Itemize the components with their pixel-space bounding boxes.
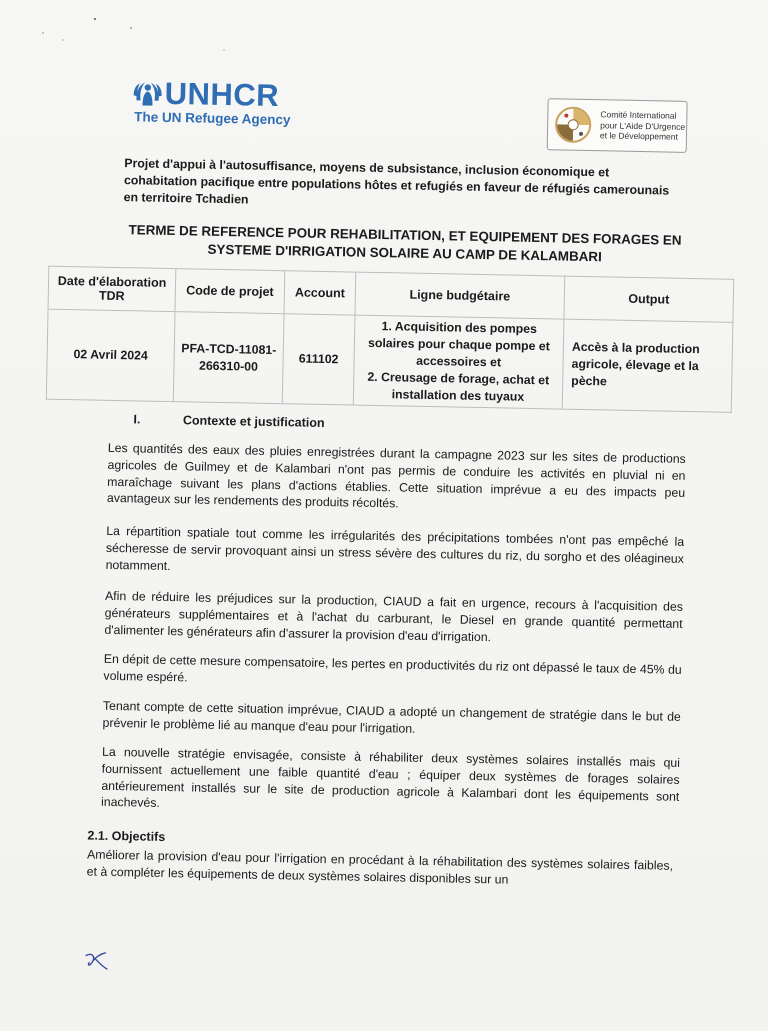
- paragraph: En dépit de cette mesure compensatoire, les pertes en productivités du riz ont dépassé le taux de 45% du volume espéré.: [103, 651, 682, 685]
- cell-ligne-item1: 1. Acquisition des pompes solaires pour chaque pompe et accessoires et: [367, 319, 550, 370]
- tdr-summary-table: [46, 266, 734, 413]
- section-number: I.: [133, 412, 141, 427]
- handwritten-initials-icon: [83, 949, 109, 971]
- header-date: Date d'élaboration TDR: [48, 266, 176, 311]
- ciaud-name-line2: pour L'Aide D'Urgence: [600, 119, 686, 132]
- ciaud-name-line1: Comité International: [600, 109, 677, 121]
- objectives-paragraph: Améliorer la provision d'eau pour l'irrigation en procédant à la réhabilitation des systèmes solaires faibles, et à compléter les équipements de deux systèmes solaires disponibles sur un: [86, 847, 674, 887]
- ciaud-name-line3: et le Développement: [599, 130, 679, 142]
- cell-ligne-item2: 2. Creusage de forage, achat et installation des tuyaux: [367, 369, 550, 404]
- cell-code: PFA-TCD-11081-266310-00: [173, 312, 284, 404]
- cell-date: 02 Avril 2024: [46, 309, 175, 401]
- document-title: [115, 221, 696, 268]
- cell-account: 611102: [282, 314, 355, 405]
- document-title-line1: TERME DE REFERENCE POUR REHABILITATION, ET EQUIPEMENT DES FORAGES EN: [128, 222, 682, 248]
- unhcr-emblem-icon: [132, 78, 163, 109]
- unhcr-logo: [132, 77, 291, 127]
- paragraph: Afin de réduire les préjudices sur la production, CIAUD a fait en urgence, recours à l'acquisition des générateurs supplémentaires et à l'achat du carburant, le Diesel en grande quantité permettant d'alimenter les générateurs afin d'assurer la provision d'eau d'irrigation.: [104, 588, 684, 644]
- paragraph: La nouvelle stratégie envisagée, consiste à réhabiliter deux systèmes solaires installés mais qui fournissent actuellement une faible quantité d'eau ; équiper deux systèmes de forages solaires antérieurement installés sur le site de production agricole à Kalambari dont les équipements sont inachevés.: [100, 744, 681, 811]
- section-heading: [133, 412, 324, 430]
- cell-ligne: [353, 315, 564, 409]
- paragraph: Tenant compte de cette situation imprévue, CIAUD a adopté un changement de stratégie dans le but de prévenir le problème lié au manque d'eau pour l'irrigation.: [102, 698, 681, 736]
- table-row: [46, 309, 733, 412]
- section-title: Contexte et justification: [182, 413, 325, 430]
- unhcr-wordmark: UNHCR: [164, 75, 280, 114]
- document-title-line2: SYSTEME D'IRRIGATION SOLAIRE AU CAMP DE KALAMBARI: [207, 241, 602, 265]
- header-ligne: Ligne budgétaire: [355, 272, 565, 319]
- paragraph: La répartition spatiale tout comme les irrégularités des précipitations tombées n'ont pas empêché la sécheresse de servir provoquant ainsi un stress sévère des cultures du riz, du sorgho et des oléagineux notamment.: [105, 523, 685, 573]
- header-output: Output: [564, 276, 734, 322]
- unhcr-tagline: The UN Refugee Agency: [134, 109, 291, 128]
- header-code: Code de projet: [175, 269, 285, 314]
- paragraph: Les quantités des eaux des pluies enregistrées durant la campagne 2023 sur les sites de productions agricoles de Guilmey et de Kalambari n'ont pas permis de conduire les activités en pluvial ni en maraîchage suivant les plans d'actions établies. Cette situation imprévue a eu des impacts peu avantageux sur les rendements des produits récoltés.: [106, 440, 686, 511]
- subsection-heading: 2.1. Objectifs: [87, 828, 166, 845]
- project-title: Projet d'appui à l'autosuffisance, moyens de subsistance, inclusion économique et cohabitation pacifique entre populations hôtes et refugiés en faveur de réfugiés camerounais en territoire Tchadien: [123, 156, 670, 207]
- ciaud-logo: [547, 98, 688, 153]
- cell-output: Accès à la production agricole, élevage et la pèche: [562, 319, 733, 412]
- ciaud-emblem-icon: [552, 103, 595, 146]
- header-account: Account: [284, 271, 356, 315]
